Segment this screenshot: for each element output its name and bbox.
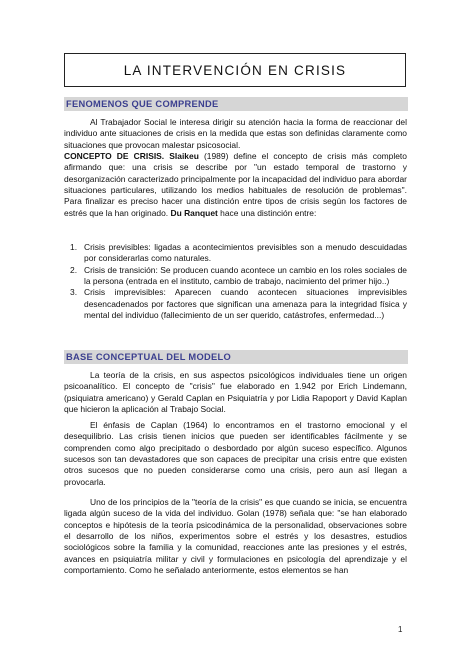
page-number: 1	[398, 625, 403, 634]
concept-text: (1989) define el concepto de crisis más completo afirmando que: una crisis se describe por "un estado temporal de trastorno y desorganización caracterizado principalmente por la incapacidad del individuo para abordar situaciones particulares, utilizando los medios habituales de resolución de problemas". Para finalizar es preciso hacer una distinción entre tipos de crisis según los factores de estrés que la han originado.	[64, 151, 407, 218]
concept-paragraph	[64, 151, 407, 219]
crisis-types-list	[70, 242, 407, 321]
page-title: LA INTERVENCIÓN EN CRISIS	[123, 62, 347, 78]
section-heading-fenomenos: FENOMENOS QUE COMPRENDE	[64, 97, 408, 111]
section2-paragraph-3: Uno de los principios de la "teoría de la crisis" es que cuando se inicia, se encuentra ligada algún suceso de la vida del individuo. Golan (1978) señala que: "se han elaborado conceptos e hipótesis de la teoría psicodinámica de la personalidad, observaciones sobre el desarrollo de los niños, experimentos sobre el estrés y los desastres, estudios sociológicos sobre la familia y la comunidad, reacciones ante las presiones y el estrés, avances en psiquiatría militar y civil y formulaciones en psicología del aprendizaje y el comportamiento. Como he señalado anteriormente, estos elementos se han	[64, 497, 407, 576]
section-heading-base: BASE CONCEPTUAL DEL MODELO	[64, 350, 408, 364]
section1-para1-text: Al Trabajador Social le interesa dirigir su atención hacia la forma de reaccionar del individuo ante situaciones de crisis en la medida que estas son definidas claramente como situaciones que provocan malestar psicosocial.	[64, 117, 407, 150]
list-item: 2. Crisis de transición: Se producen cuando acontece un cambio en los roles sociales de la persona (entrada en el instituto, cambio de trabajo, nacimiento del primer hijo..)	[70, 264, 407, 287]
section2-paragraph-1: La teoría de la crisis, en sus aspectos psicológicos individuales tiene un origen psicoanalítico. El concepto de "crisis" fue elaborado en 1.942 por Erich Lindemann, (psiquiatra americano) y Gerald Caplan en Psiquiatría y por Lidia Rapoport y David Kaplan que hicieron la aplicación al Trabajo Social.	[64, 370, 407, 415]
list-item: 3. Crisis imprevisibles: Aparecen cuando acontecen situaciones imprevisibles desencadenados por factores que significan una amenaza para la integridad física y mental del individuo (fallecimiento de un ser querido, catástrofes, enfermedad...)	[70, 287, 407, 321]
concept-label: CONCEPTO DE CRISIS. Slaikeu	[64, 151, 199, 161]
list-item: 1. Crisis previsibles: ligadas a acontecimientos previsibles son a menudo descuidadas por considerarlas como naturales.	[70, 242, 407, 264]
ranquet-label: Du Ranquet	[170, 207, 218, 218]
section1-paragraph	[64, 117, 407, 151]
section2-paragraph-2: El énfasis de Caplan (1964) lo encontramos en el trastorno emocional y el desequilibrio. Las crisis tienen inicios que pueden ser identificables fácilmente y se comprenden como algo precipitado o desbordado por algún suceso específico. Algunos sucesos son tan devastadores que son capaces de precipitar una crisis entre que existen otros sucesos que no pueden considerarse como una crisis, pero aun así llegan a provocarla.	[64, 420, 407, 487]
ranquet-text: hace una distinción entre:	[217, 207, 317, 218]
title-box	[64, 53, 406, 87]
